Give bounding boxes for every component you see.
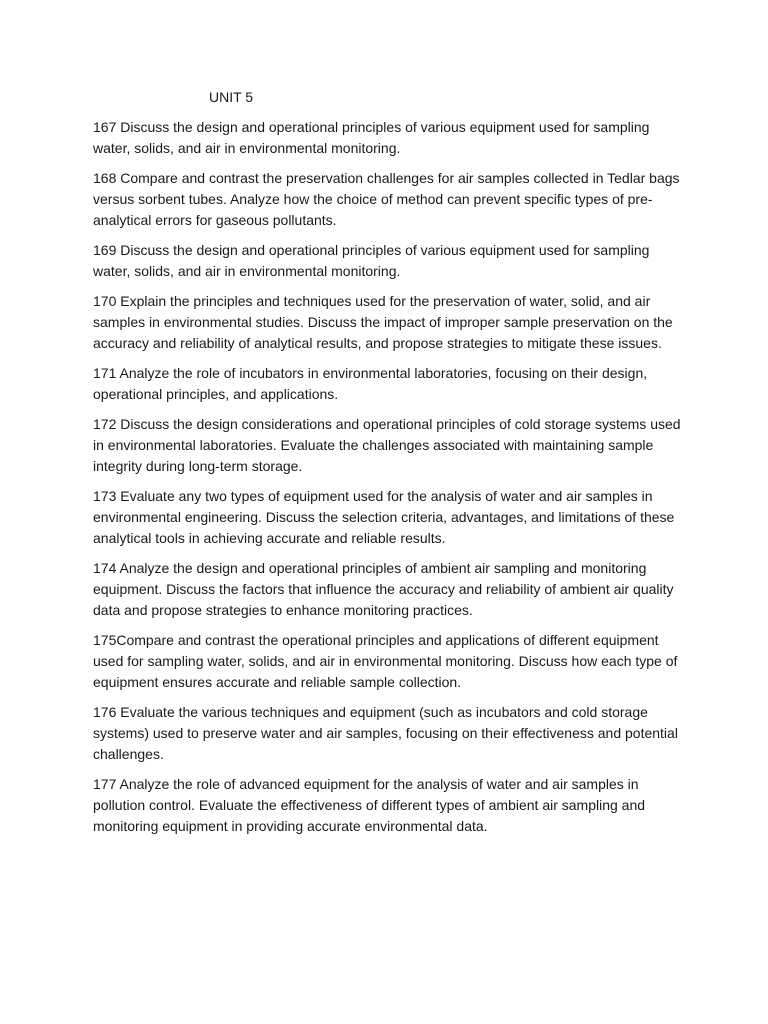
question-item-169: 169 Discuss the design and operational principles of various equipment used for sampling water, solids, and air in environmental monitoring. bbox=[93, 242, 650, 279]
question-item-167: 167 Discuss the design and operational principles of various equipment used for sampling water, solids, and air in environmental monitoring. bbox=[93, 119, 650, 156]
question-item-170: 170 Explain the principles and techniques used for the preservation of water, solid, and air samples in environmental studies. Discuss the impact of improper sample preservation on the accuracy and reliability of analytical results, and propose strategies to mitigate these issues. bbox=[93, 293, 673, 351]
question-list bbox=[93, 117, 683, 846]
question-item-176: 176 Evaluate the various techniques and equipment (such as incubators and cold storage systems) used to preserve water and air samples, focusing on their effectiveness and potential challenges. bbox=[93, 704, 678, 762]
question-item-168: 168 Compare and contrast the preservation challenges for air samples collected in Tedlar bags versus sorbent tubes. Analyze how the choice of method can prevent specific types of pre-analytical errors for gaseous pollutants. bbox=[93, 170, 680, 228]
question-item-171: 171 Analyze the role of incubators in environmental laboratories, focusing on their design, operational principles, and applications. bbox=[93, 365, 648, 402]
question-item-174: 174 Analyze the design and operational principles of ambient air sampling and monitoring equipment. Discuss the factors that influence the accuracy and reliability of ambient air quality data and propose strategies to enhance monitoring practices. bbox=[93, 560, 674, 618]
question-item-173: 173 Evaluate any two types of equipment used for the analysis of water and air samples in environmental engineering. Discuss the selection criteria, advantages, and limitations of these analytical tools in achieving accurate and reliable results. bbox=[93, 488, 675, 546]
question-item-175: 175Compare and contrast the operational principles and applications of different equipment used for sampling water, solids, and air in environmental monitoring. Discuss how each type of equipment ensures accurate and reliable sample collection. bbox=[93, 632, 678, 690]
question-item-172: 172 Discuss the design considerations and operational principles of cold storage systems used in environmental laboratories. Evaluate the challenges associated with maintaining sample integrity during long-term storage. bbox=[93, 416, 681, 474]
question-item-177: 177 Analyze the role of advanced equipment for the analysis of water and air samples in pollution control. Evaluate the effectiveness of different types of ambient air sampling and monitoring equipment in providing accurate environmental data. bbox=[93, 776, 646, 834]
unit-title: UNIT 5 bbox=[209, 89, 254, 105]
